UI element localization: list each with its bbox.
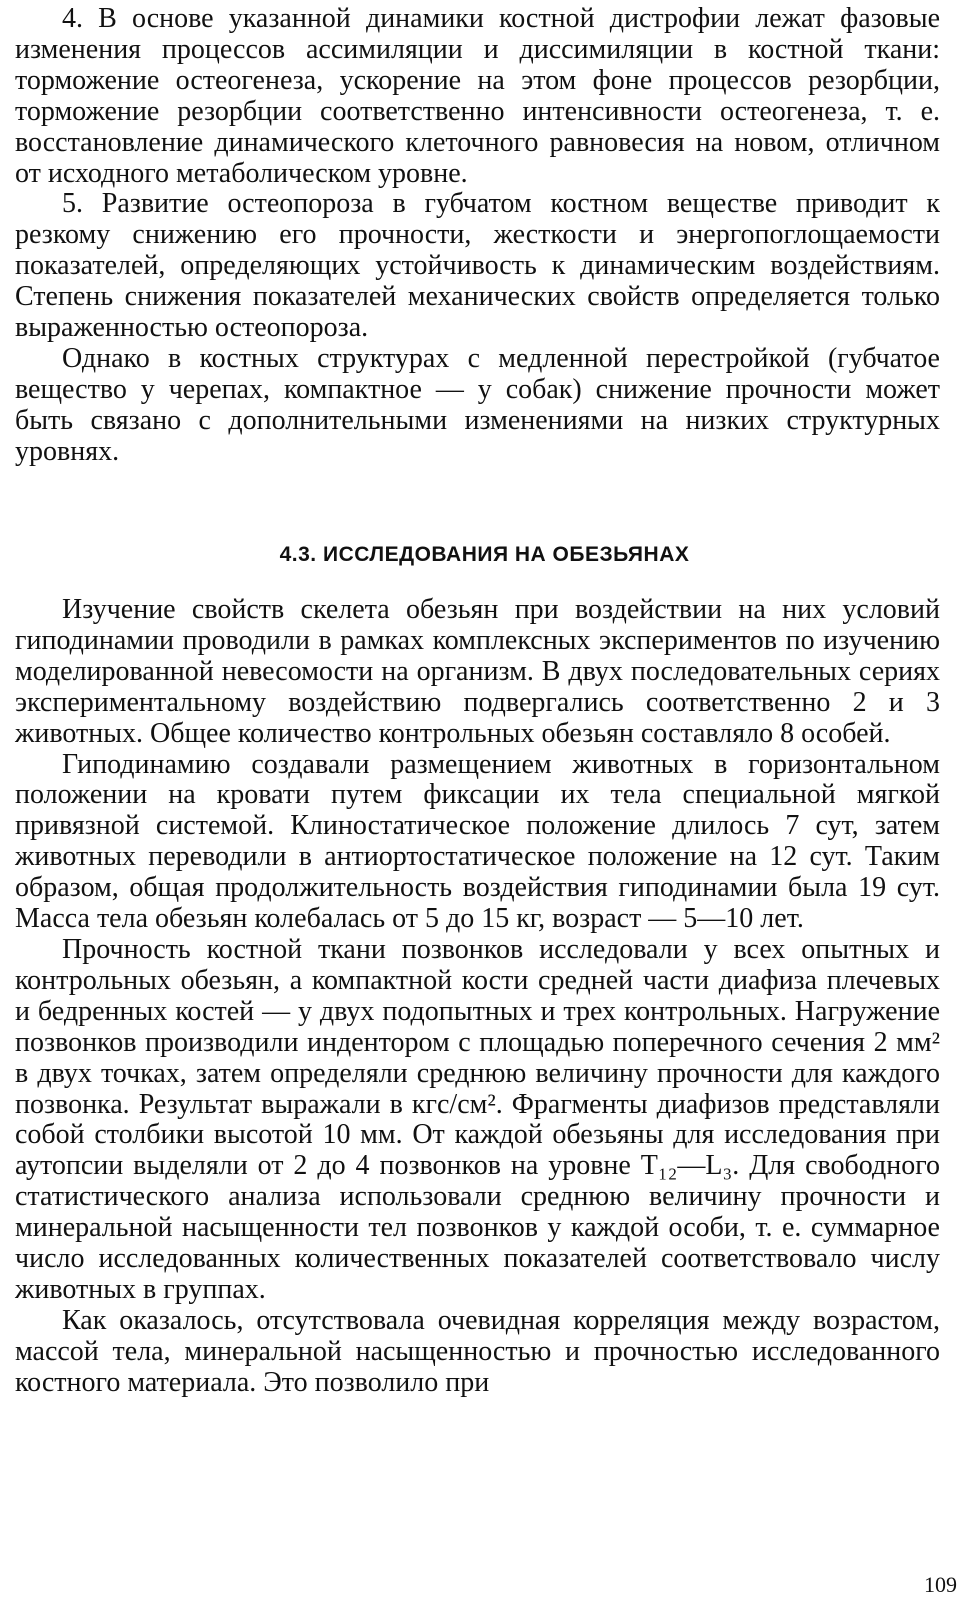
page-number: 109 [924,1572,957,1597]
paragraph-conclusion-5: 5. Развитие остеопороза в губчатом костном веществе приводит к резкому снижению его прочности, жесткости и энергопоглощаемости показателей, определяющих устойчивость к динамическим воздействиям. Степень снижения показателей механических свойств определяется только выраженностью остеопороза. [15,188,940,344]
paragraph-method-hypodynamia: Гиподинамию создавали размещением животных в горизонтальном положении на кровати путем фиксации их тела специальной мягкой привязной системой. Клиностатическое положение длилось 7 сут, затем животных переводили в антиортостатическое положение на 12 сут. Таким образом, общая продолжительность воздействия гиподинамии была 19 сут. Масса тела обезьян колебалась от 5 до 15 кг, возраст — 5—10 лет. [15,748,940,935]
paragraph-conclusion-4: 4. В основе указанной динамики костной дистрофии лежат фазовые изменения процессов ассимиляции и диссимиляции в костной ткани: торможение остеогенеза, ускорение на этом фоне процессов резорбции, торможение резорбции соответственно интенсивности остеогенеза, т. е. восстановление динамического клеточного равновесия на новом, отличном от исходного метаболическом уровне. [15,3,940,189]
paragraph-note: Однако в костных структурах с медленной перестройкой (губчатое вещество у черепах, компактное — у собак) снижение прочности может быть связано с дополнительными изменениями на низких структурных уровнях. [15,342,940,467]
text-block-top [15,4,940,468]
paragraph-intro: Изучение свойств скелета обезьян при воздействии на них условий гиподинамии проводили в рамках комплексных экспериментов по изучению моделированной невесомости на организм. В двух последовательных сериях экспериментальному воздействию подвергались соответственно 2 и 3 животных. Общее количество контрольных обезьян составляло 8 особей. [15,594,940,749]
section-heading: 4.3. ИССЛЕДОВАНИЯ НА ОБЕЗЬЯНАХ [279,543,690,566]
text-block-bottom [15,595,940,1399]
paragraph-results: Как оказалось, отсутствовала очевидная корреляция между возрастом, массой тела, минеральной насыщенностью и прочностью исследованного костного материала. Это позволило при [15,1304,940,1398]
paragraph-method-strength: Прочность костной ткани позвонков исследовали у всех опытных и контрольных обезьян, а компактной кости средней части диафиза плечевых и бедренных костей — у двух подопытных и трех контрольных. Нагружение позвонков производили индентором с площадью поперечного сечения 2 мм² в двух точках, затем определяли среднюю величину прочности для каждого позвонка. Результат выражали в кгс/см². Фрагменты диафизов представляли собой столбики высотой 10 мм. От каждой обезьяны для исследования при аутопсии выделяли от 2 до 4 позвонков на уровне T₁₂—L₃. Для свободного статистического анализа использовали среднюю величину прочности и минеральной насыщенности тел позвонков у каждой особи, т. е. суммарное число исследованных количественных показателей соответствовало числу животных в группах. [15,933,940,1305]
